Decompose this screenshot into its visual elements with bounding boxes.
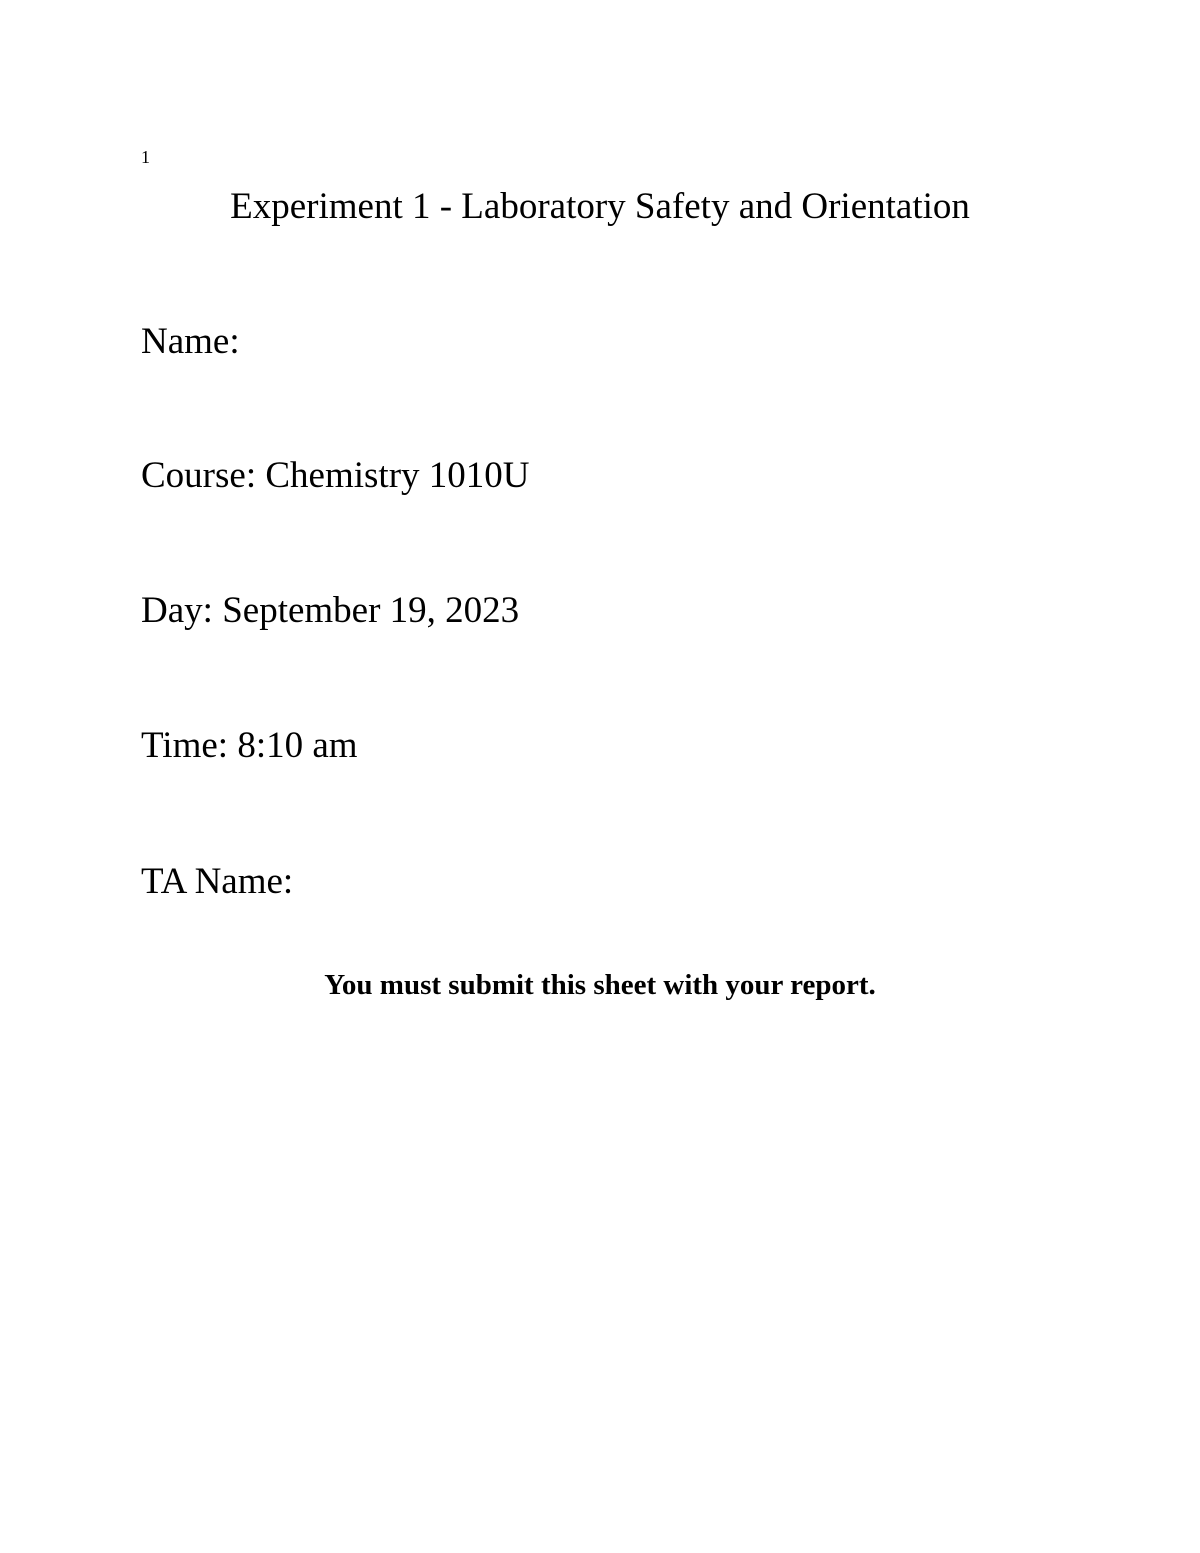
course-value: Chemistry 1010U [265, 455, 530, 496]
name-label: Name: [141, 321, 240, 362]
day-value: September 19, 2023 [222, 590, 520, 631]
ta-name-label: TA Name: [141, 861, 294, 902]
submission-notice: You must submit this sheet with your report. [324, 969, 876, 1001]
time-field [141, 723, 358, 769]
time-label: Time: [141, 725, 229, 766]
time-value: 8:10 am [237, 725, 358, 766]
day-label: Day: [141, 590, 213, 631]
page-number: 1 [141, 147, 150, 167]
document-title: Experiment 1 - Laboratory Safety and Orientation [230, 186, 970, 227]
day-field [141, 588, 519, 634]
ta-name-field [141, 859, 293, 905]
course-field [141, 453, 530, 499]
course-label: Course: [141, 455, 257, 496]
name-field [141, 319, 240, 365]
